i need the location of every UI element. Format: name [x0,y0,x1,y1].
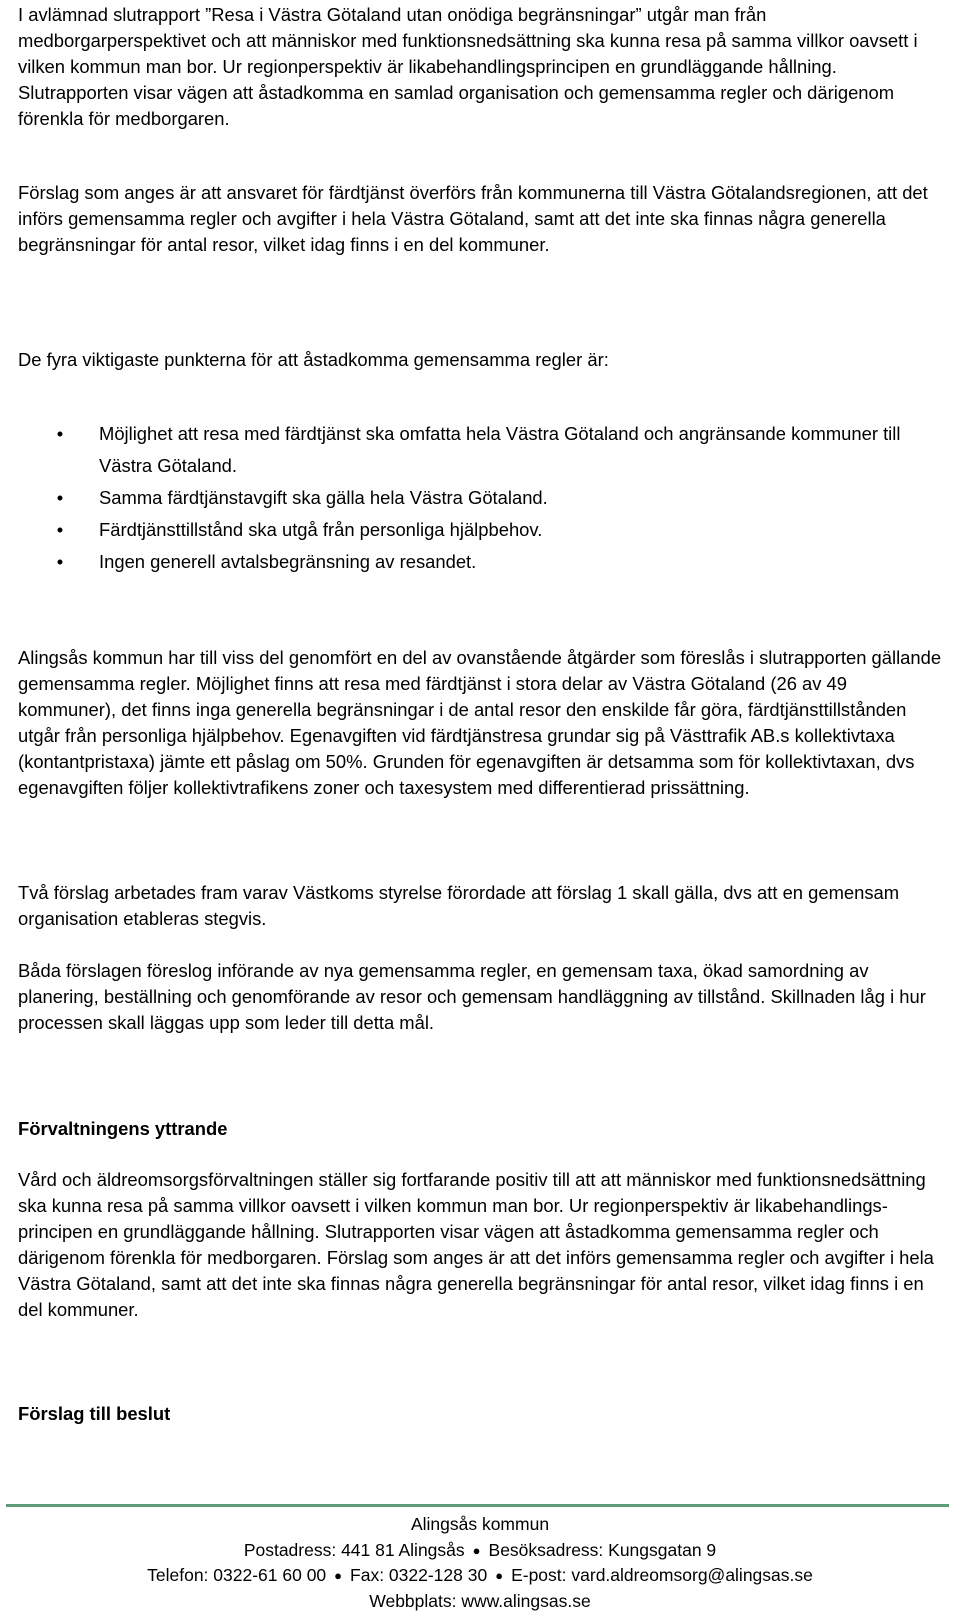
bullet-icon: • [56,519,64,540]
section-heading-statement: Förvaltningens yttrande [18,1118,228,1139]
list-item [18,418,943,482]
intro-paragraph: I avlämnad slutrapport ”Resa i Västra Götaland utan onödiga begränsningar” utgår man från medborgarperspektivet och att människor med funktionsnedsättning ska kunna resa på samma villkor oavsett i vilken kommun man bor. Ur regionperspektiv är likabehandlingsprincipen en grundläggande hållning. Slutrapporten visar vägen att åstadkomma en samlad organisation och gemensamma regler och därigenom förenkla för medborgaren. [18,4,918,129]
separator-dot-icon: ● [495,1568,504,1583]
bullet-icon: • [56,551,64,572]
proposal-paragraph: Förslag som anges är att ansvaret för färdtjänst överförs från kommunerna till Västra Götalandsregionen, att det införs gemensamma regler och avgifter i hela Västra Götaland, samt att det inte ska finnas några generella begränsningar för antal resor, vilket idag finns i en del kommuner. [18,182,928,255]
separator-dot-icon: ● [334,1568,343,1583]
bullet-icon: • [56,423,64,444]
footer-contact-line [0,1563,960,1589]
list-item [18,482,943,514]
footer-web: Webbplats: www.alingsas.se [369,1590,591,1611]
statement-paragraph: Vård och äldreomsorgsförvaltningen ställer sig fortfarande positiv till att att människor med funktionsnedsättning ska kunna resa på samma villkor oavsett i vilken kommun man bor. Ur regionperspektiv är likabehandlings-principen en grundläggande hållning. Slutrapporten visar vägen att åstadkomma gemensamma regler och därigenom förenkla för medborgaren. Förslag som anges är att det införs gemensamma regler och avgifter i hela Västra Götaland, samt att det inte ska finnas några generella begränsningar för antal resor, vilket idag finns i en del kommuner. [18,1169,934,1320]
footer-phone: Telefon: 0322-61 60 00 [147,1565,327,1585]
footer-email: E-post: vard.aldreomsorg@alingsas.se [511,1565,813,1585]
key-points-list [18,418,943,578]
separator-dot-icon: ● [472,1542,481,1558]
footer-address-line [0,1538,960,1564]
section-heading-decision: Förslag till beslut [18,1403,171,1424]
footer-org: Alingsås kommun [410,1514,550,1534]
alingsas-status-paragraph: Alingsås kommun har till viss del genomfört en del av ovanstående åtgärder som föreslås i slutrapporten gällande gemensamma regler. Möjlighet finns att resa med färdtjänst i stora delar av Västra Götaland (26 av 49 kommuner), det finns inga generella begränsningar i de antal resor den enskilde får göra, färdtjänsttillstånden utgår från personliga hjälpbehov. Egenavgiften vid färdtjänstresa grundar sig på Västtrafik AB.s kollektivtaxa (kontantpristaxa) jämte ett påslag om 50%. Grunden för egenavgiften är detsamma som för kollektivtaxan, dvs egenavgiften följer kollektivtrafikens zoner och taxesystem med differentierad prissättning. [18,647,942,798]
list-item-text: Möjlighet att resa med färdtjänst ska omfatta hela Västra Götaland och angränsande kommuner till Västra Götaland. [99,423,901,476]
list-item [18,514,943,546]
list-item-text: Samma färdtjänstavgift ska gälla hela Västra Götaland. [99,487,548,508]
both-proposals-paragraph: Båda förslagen föreslog införande av nya gemensamma regler, en gemensam taxa, ökad samordning av planering, beställning och genomförande av resor och gemensam handläggning av tillstånd. Skillnaden låg i hur processen skall läggas upp som leder till detta mål. [18,960,926,1033]
two-proposals-paragraph: Två förslag arbetades fram varav Västkoms styrelse förordade att förslag 1 skall gälla, dvs att en gemensam organisation etableras stegvis. [18,882,900,929]
list-item-text: Färdtjänsttillstånd ska utgå från personliga hjälpbehov. [99,519,543,540]
list-item [18,546,943,578]
key-points-intro: De fyra viktigaste punkterna för att åstadkomma gemensamma regler är: [18,349,609,370]
list-item-text: Ingen generell avtalsbegränsning av resandet. [99,551,477,572]
bullet-icon: • [56,487,64,508]
footer-visit: Besöksadress: Kungsgatan 9 [488,1539,717,1560]
footer-postal: Postadress: 441 81 Alingsås [243,1539,465,1560]
page-footer [0,1512,960,1614]
footer-fax: Fax: 0322-128 30 [350,1565,488,1585]
footer-divider [6,1504,949,1507]
